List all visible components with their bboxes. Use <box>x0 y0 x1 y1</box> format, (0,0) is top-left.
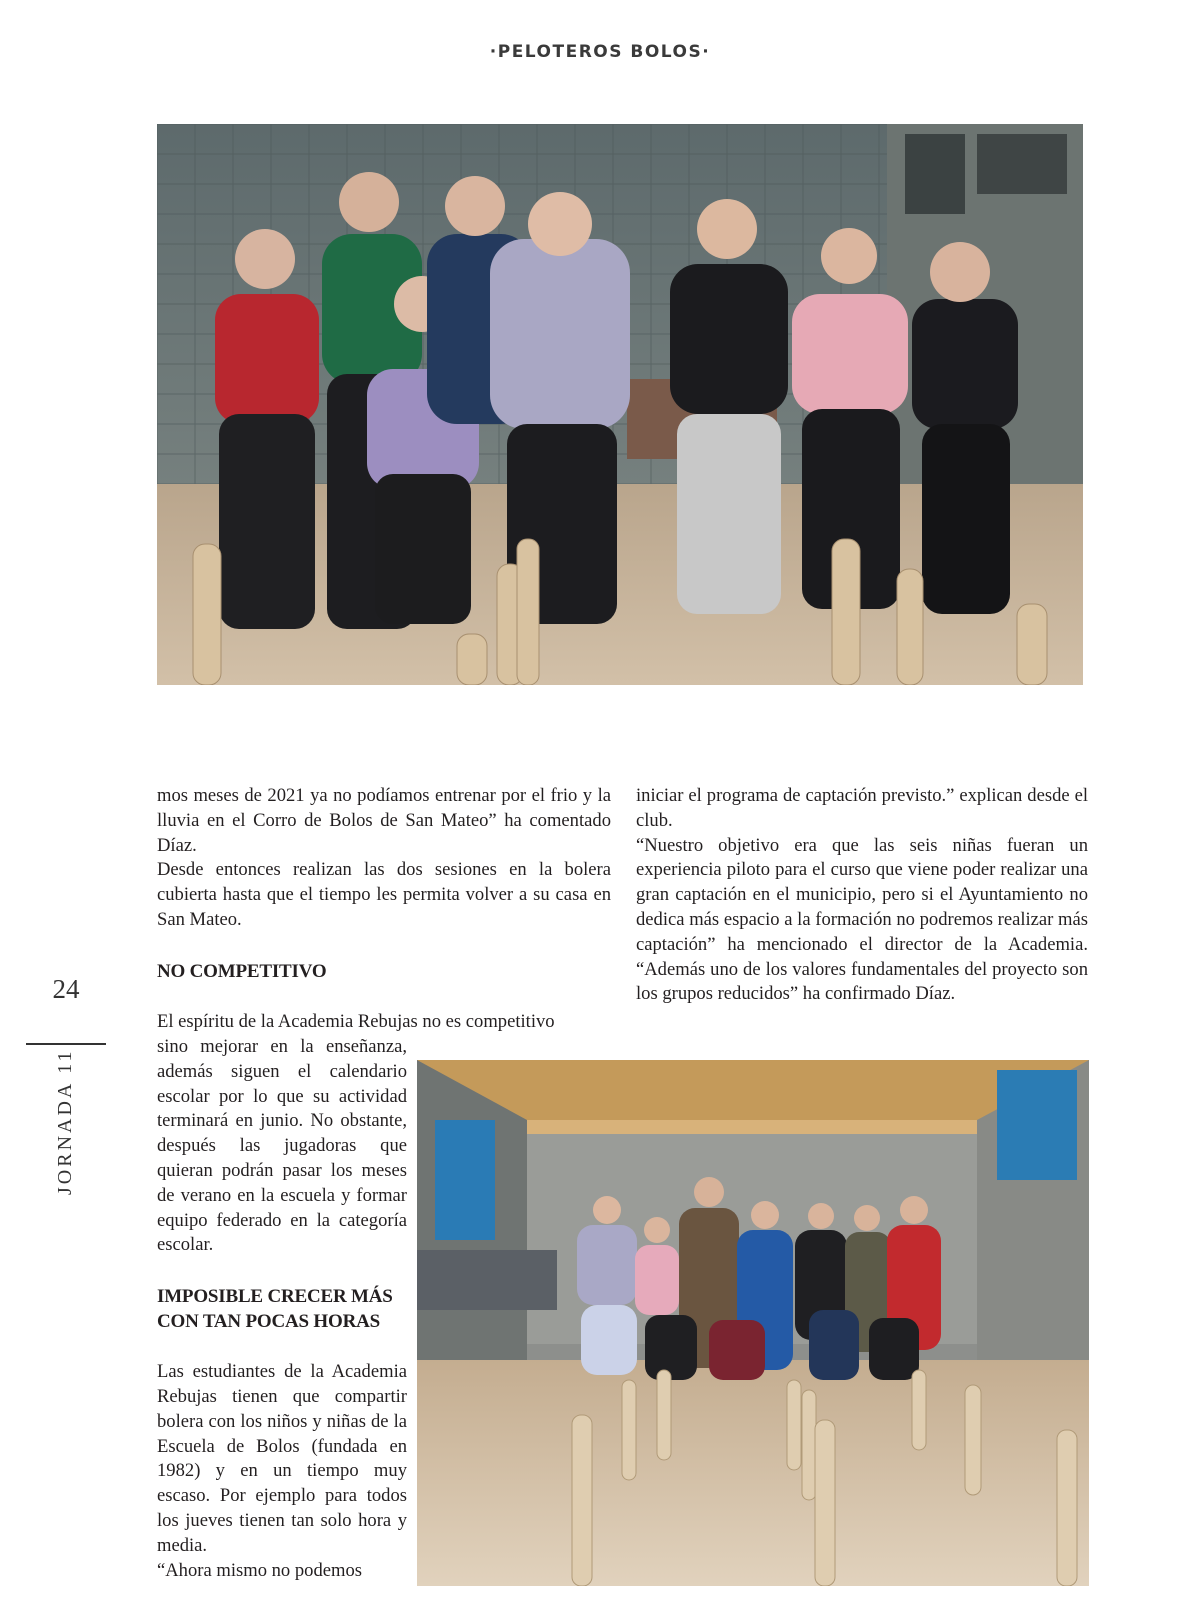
article-column-1 <box>157 784 611 1035</box>
article-paragraph: Desde entonces realizan las dos sesiones en la bolera cubierta hasta que el tiempo les permita volver a su casa en San Mateo. <box>157 859 611 930</box>
article-paragraph: iniciar el programa de captación previsto.” explican desde el club. <box>636 785 1088 831</box>
article-paragraph: “Ahora mismo no podemos <box>157 1559 363 1581</box>
article-paragraph: mos meses de 2021 ya no podíamos entrenar por el frio y la lluvia en el Corro de Bolos de San Mateo” ha comentado Díaz. <box>157 785 611 856</box>
article-paragraph: “Nuestro objetivo era que las seis niñas fueran un experiencia piloto para el curso que viene poder realizar una gran captación en el municipio, pero si el Ayuntamiento no dedica más espacio a la formación no podremos realizar más captación” ha mencionado el director de la Academia. “Además uno de los valores fundamentales del proyecto son los grupos reducidos” ha confirmado Díaz. <box>636 834 1088 1005</box>
page-number: 24 <box>52 974 80 1004</box>
article-paragraph: El espíritu de la Academia Rebujas no es competitivo <box>157 1010 555 1032</box>
article-column-3 <box>157 1035 407 1583</box>
article-column-2 <box>636 784 1088 1007</box>
article-paragraph: sino mejorar en la enseñanza, además siguen el calendario escolar por lo que su actividad terminará en junio. No obstante, después las jugadoras que quieran podrán pasar los meses de verano en la escuela y formar equipo federado en la categoría escolar. <box>157 1036 407 1256</box>
article-paragraph: Las estudiantes de la Academia Rebujas tienen que compartir bolera con los niños y niñas de la Escuela de Bolos (fundada en 1982) y en un tiempo muy escaso. Por ejemplo para todos los jueves tienen tan solo hora y media. <box>157 1361 407 1556</box>
section-label-jornada: JORNADA 11 <box>54 1048 76 1195</box>
sidebar-divider <box>26 1043 106 1045</box>
team-trophies-photo <box>157 124 1083 685</box>
section-heading-no-competitivo: NO COMPETITIVO <box>157 960 327 982</box>
magazine-header: ·PELOTEROS BOLOS· <box>489 42 711 62</box>
group-bolera-image <box>417 1060 1089 1586</box>
group-bolera-photo <box>417 1060 1089 1586</box>
team-trophies-image <box>157 124 1083 685</box>
section-heading-imposible: IMPOSIBLE CRECER MÁS CON TAN POCAS HORAS <box>157 1286 393 1333</box>
